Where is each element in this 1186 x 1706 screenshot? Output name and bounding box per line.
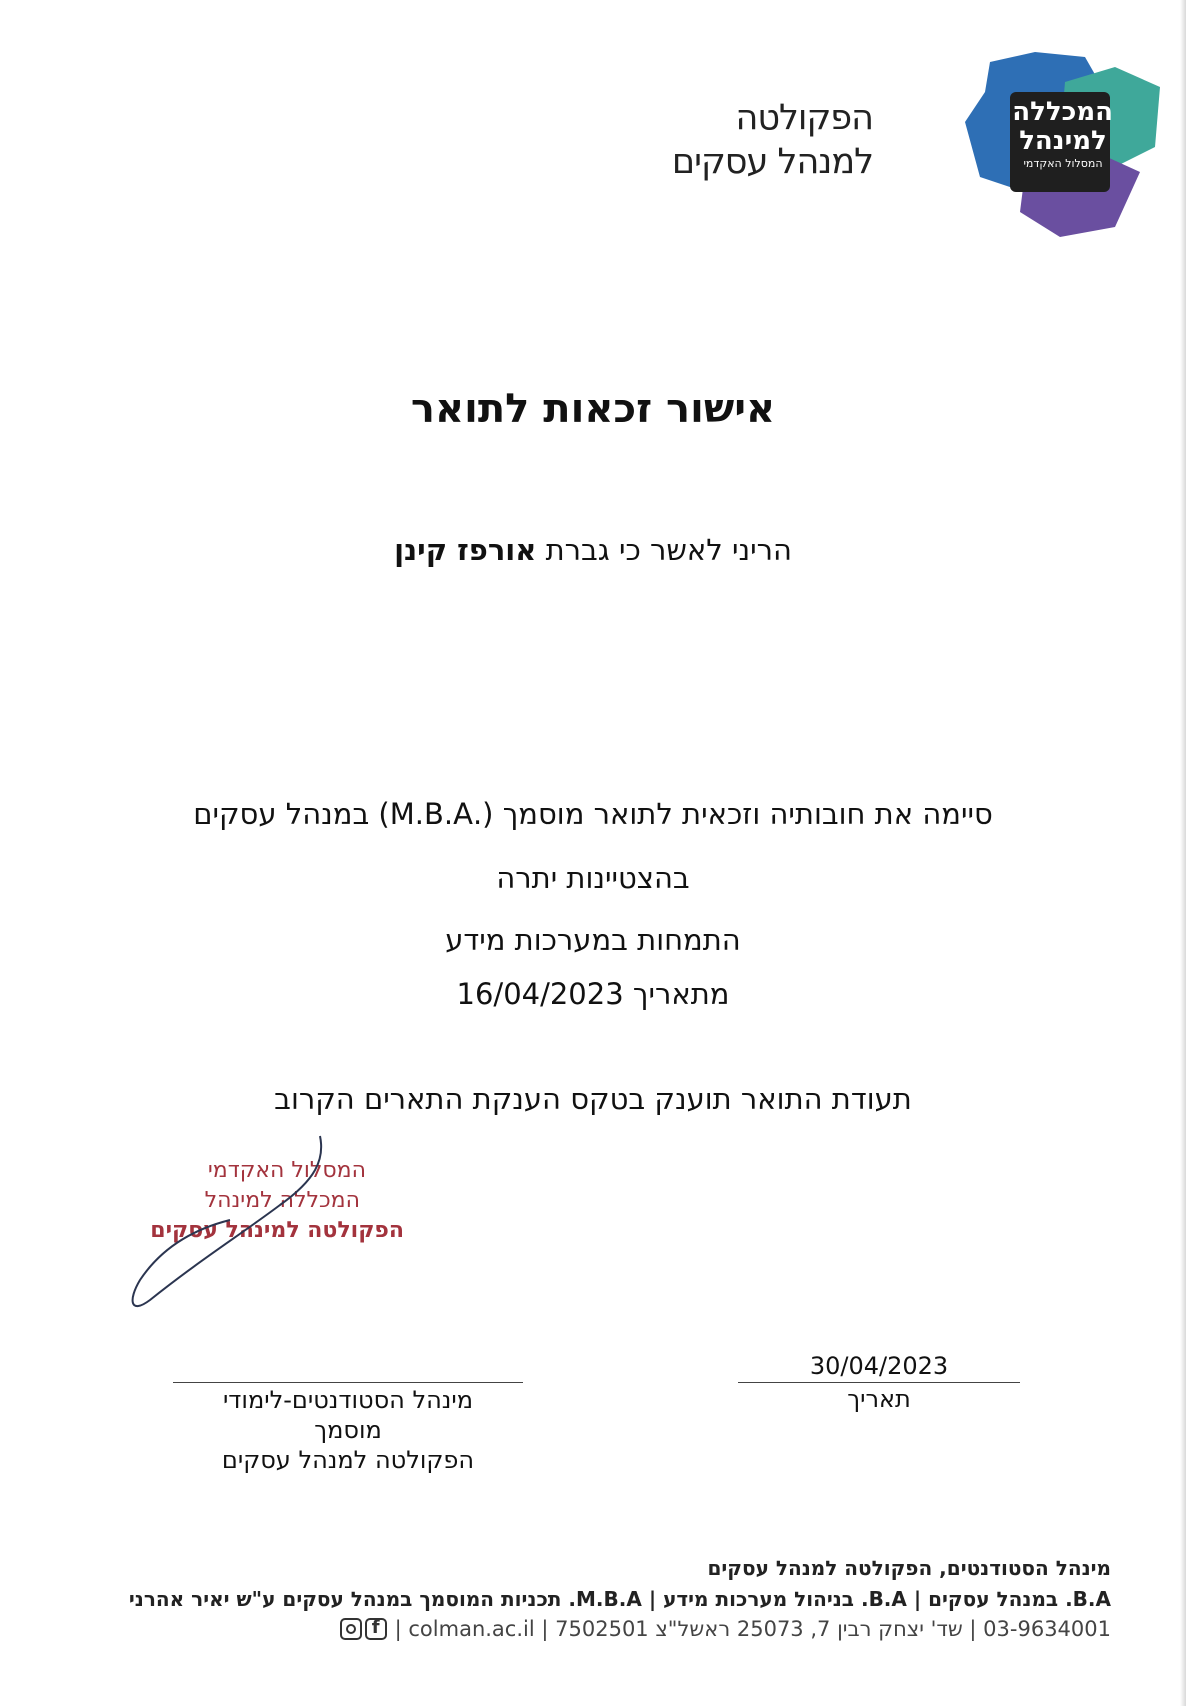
certify-prefix: הריני לאשר כי גברת <box>545 533 792 567</box>
date-line <box>738 1382 1020 1383</box>
stamp-line3: הפקולטה למינהל עסקים <box>150 1218 404 1243</box>
signature-date: 30/04/2023 <box>809 1352 949 1380</box>
facebook-icon[interactable]: f <box>365 1618 387 1640</box>
signer-role-line2: מוסמך <box>314 1416 382 1444</box>
footer-contact <box>340 1617 1111 1641</box>
emblem-line1: המכללה <box>1012 97 1113 127</box>
date-label: תאריך <box>847 1385 911 1413</box>
footer-programs: B.A. במנהל עסקים | B.A. בניהול מערכות מידע | M.B.A. תכניות המוסמך במנהל עסקים ע"ש יאיר אהרני <box>128 1587 1111 1611</box>
footer-department: מינהל הסטודנטים, הפקולטה למנהל עסקים <box>707 1556 1111 1580</box>
faculty-name-line1: הפקולטה <box>735 98 873 138</box>
handwritten-signature <box>120 1130 350 1310</box>
recipient-name: אורפז קינן <box>394 533 537 567</box>
degree-line: סיימה את חובותיה וזכאית לתואר מוסמך (.M.B.A) במנהל עסקים <box>193 797 993 831</box>
social-icons <box>340 1618 387 1640</box>
stamp-line1: המסלול האקדמי <box>207 1158 366 1183</box>
instagram-icon[interactable] <box>340 1618 362 1640</box>
signer-role-line3: הפקולטה למנהל עסקים <box>221 1446 475 1474</box>
emblem-line2: למינהל <box>1019 126 1107 156</box>
emblem-line3: המסלול האקדמי <box>1023 157 1103 170</box>
faculty-name <box>672 96 873 184</box>
certify-line <box>0 533 1186 567</box>
page-edge-shadow <box>1180 0 1186 1706</box>
effective-date-line: מתאריך 16/04/2023 <box>456 977 730 1011</box>
footer-contact-text: 03-9634001 | שד' יצחק רבין 7, 25073 ראשל"צ 7502501 | colman.ac.il | <box>394 1617 1111 1641</box>
ceremony-note: תעודת התואר תוענק בטקס הענקת התארים הקרוב <box>274 1082 912 1116</box>
emblem-text <box>1013 97 1113 197</box>
stamp-line2: המכללה למינהל <box>204 1188 360 1213</box>
signature-line <box>173 1382 523 1383</box>
signer-role-line1: מינהל הסטודנטים-לימודי <box>222 1386 474 1414</box>
honors-line: בהצטיינות יתרה <box>496 861 690 895</box>
specialization-line: התמחות במערכות מידע <box>445 923 741 957</box>
faculty-name-line2: למנהל עסקים <box>671 142 873 182</box>
document-title: אישור זכאות לתואר <box>410 386 776 432</box>
